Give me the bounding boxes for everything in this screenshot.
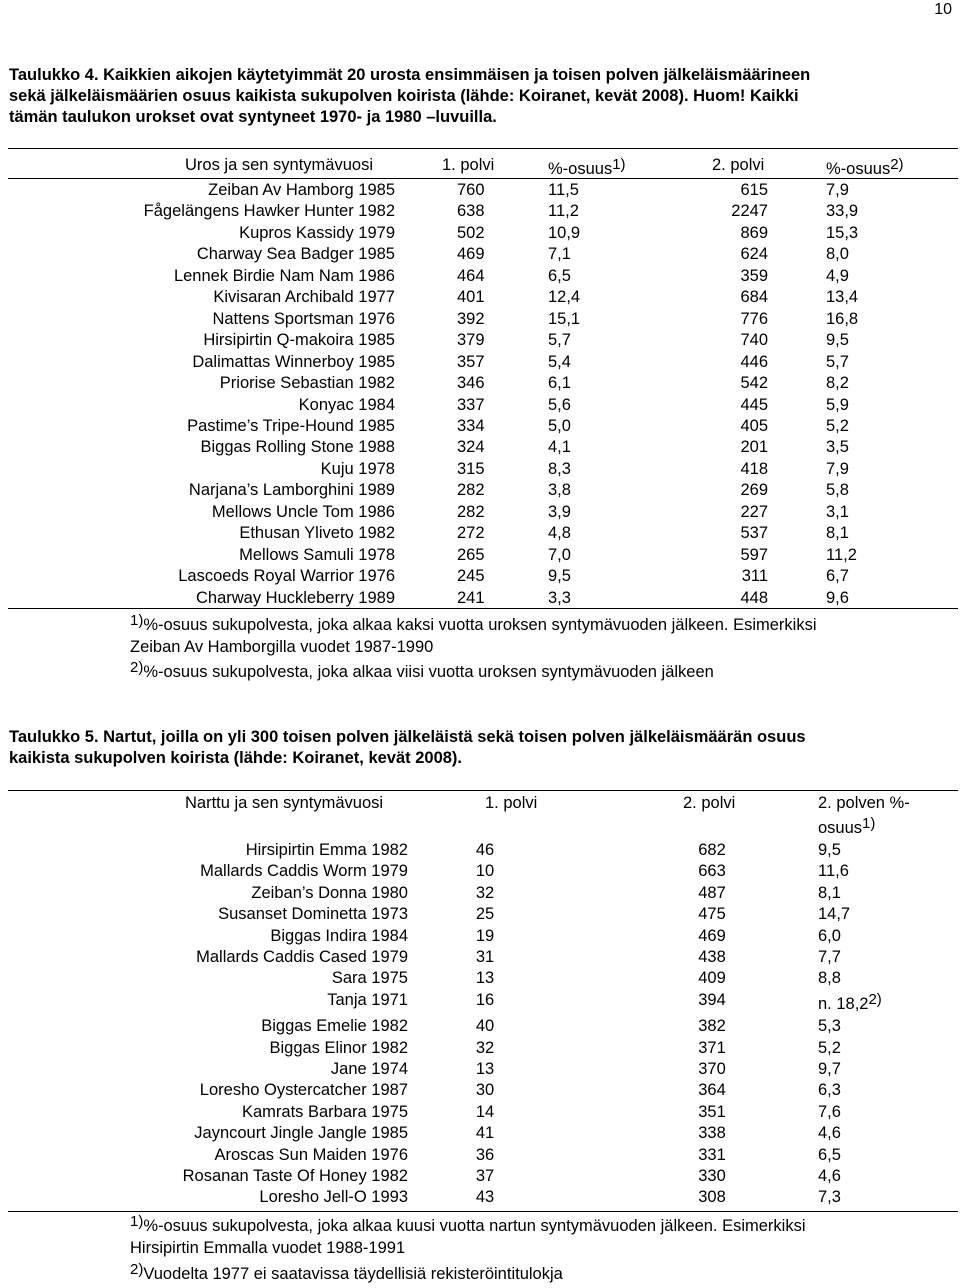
gen1-count: 401 <box>457 288 485 307</box>
female-name: Biggas Elinor 1982 <box>269 1038 408 1057</box>
table5-note1: $^{1)}$%-osuus sukupolvesta, joka alkaa kuusi vuotta nartun syntymävuoden jälkeen. Esimerkiksi <box>130 1213 806 1235</box>
table-row <box>0 287 960 308</box>
gen2-percent-value: 6,5 <box>818 1145 841 1164</box>
table-row <box>0 502 960 523</box>
table-row <box>0 437 960 458</box>
gen2-percent-value: 4,6 <box>818 1124 841 1143</box>
male-name: Narjana’s Lamborghini 1989 <box>188 481 395 500</box>
gen2-percent-value: 5,3 <box>818 1017 841 1036</box>
gen1-count: 40 <box>475 1017 495 1036</box>
female-name: Zeiban’s Donna 1980 <box>251 883 408 902</box>
table-row <box>0 330 960 351</box>
table-row <box>0 1123 960 1144</box>
table4-header-rule <box>8 178 958 179</box>
male-name: Lennek Birdie Nam Nam 1986 <box>173 266 395 285</box>
gen2-count: 409 <box>698 969 726 988</box>
table-row <box>0 566 960 587</box>
table4-header-pct1: %-osuus$^{1)}$ <box>548 156 626 178</box>
table4-header-name: Uros ja sen syntymävuosi <box>185 156 373 174</box>
female-name: Jayncourt Jingle Jangle 1985 <box>194 1124 408 1143</box>
gen2-percent: 3,1 <box>826 502 849 521</box>
table-row <box>0 416 960 437</box>
gen2-count: 2247 <box>731 202 768 221</box>
male-name: Fågelängens Hawker Hunter 1982 <box>143 202 395 221</box>
table-row <box>0 459 960 480</box>
gen2-percent <box>818 968 841 989</box>
gen1-count: 13 <box>475 969 495 988</box>
female-name: Kamrats Barbara 1975 <box>241 1102 408 1121</box>
gen2-percent <box>818 861 849 882</box>
female-name: Aroscas Sun Maiden 1976 <box>214 1145 408 1164</box>
table-row <box>0 883 960 904</box>
gen2-count: 331 <box>698 1145 726 1164</box>
gen2-percent: 5,8 <box>826 481 849 500</box>
table-row <box>0 266 960 287</box>
gen2-percent-value: 6,0 <box>818 926 841 945</box>
table-row <box>0 926 960 947</box>
gen2-percent: 3,5 <box>826 438 849 457</box>
gen1-count: 25 <box>475 905 495 924</box>
gen1-count: 265 <box>457 545 485 564</box>
male-name: Hirsipirtin Q-makoira 1985 <box>203 331 395 350</box>
gen2-percent-value: 4,6 <box>818 1167 841 1185</box>
gen2-count: 537 <box>740 524 768 543</box>
table4-note1-cont: Zeiban Av Hamborgilla vuodet 1987-1990 <box>130 638 434 656</box>
gen2-percent: 8,1 <box>826 524 849 543</box>
male-name: Nattens Sportsman 1976 <box>212 309 395 328</box>
gen2-percent: 8,2 <box>826 374 849 393</box>
table-row <box>0 545 960 566</box>
male-name: Mellows Uncle Tom 1986 <box>211 502 395 521</box>
gen1-percent: 9,5 <box>548 567 571 586</box>
gen1-percent: 6,1 <box>548 374 571 393</box>
gen2-percent: 5,9 <box>826 395 849 414</box>
gen2-percent: 4,9 <box>826 266 849 285</box>
gen2-count: 330 <box>698 1167 726 1185</box>
gen2-percent <box>818 1145 841 1166</box>
gen2-percent <box>818 1016 841 1037</box>
page-number: 10 <box>934 1 952 18</box>
gen2-count: 475 <box>698 905 726 924</box>
table5-header-name: Narttu ja sen syntymävuosi <box>185 794 384 812</box>
table4-top-rule <box>8 148 958 149</box>
gen2-count: 364 <box>698 1081 726 1100</box>
table-row <box>0 1145 960 1166</box>
gen2-percent-value: 7,6 <box>818 1102 841 1121</box>
gen2-count: 394 <box>698 990 726 1009</box>
gen1-count: 502 <box>457 223 485 242</box>
table5-header-gen2: 2. polvi <box>683 794 736 812</box>
table-row <box>0 840 960 861</box>
gen1-count: 31 <box>475 948 495 966</box>
gen2-count: 684 <box>740 288 768 307</box>
gen2-percent <box>818 1123 841 1144</box>
table4-header-gen1: 1. polvi <box>442 156 495 174</box>
gen1-percent: 4,8 <box>548 524 571 543</box>
gen2-percent <box>818 1080 841 1101</box>
table-row <box>0 352 960 373</box>
gen2-count: 624 <box>740 245 768 264</box>
table-row <box>0 523 960 544</box>
gen1-percent: 11,2 <box>548 202 579 221</box>
table5-note1-cont: Hirsipirtin Emmalla vuodet 1988-1991 <box>130 1239 406 1257</box>
gen1-count: 324 <box>457 438 485 457</box>
gen2-count: 446 <box>740 352 768 371</box>
table-row <box>0 480 960 501</box>
table-row <box>0 244 960 265</box>
female-name: Biggas Emelie 1982 <box>261 1017 408 1036</box>
table-row <box>0 904 960 925</box>
gen2-percent-value: 6,3 <box>818 1081 841 1100</box>
male-name: Zeiban Av Hamborg 1985 <box>208 181 395 199</box>
gen2-count: 359 <box>740 266 768 285</box>
male-name: Mellows Samuli 1978 <box>239 545 395 564</box>
table-row <box>0 395 960 416</box>
gen2-percent-value: 11,6 <box>818 862 849 881</box>
gen2-percent <box>818 1038 841 1059</box>
gen2-percent-value: 8,1 <box>818 883 841 902</box>
gen1-count: 282 <box>457 481 485 500</box>
female-name: Susanset Dominetta 1973 <box>218 905 408 924</box>
gen2-percent <box>818 883 841 904</box>
table5-header-gen1: 1. polvi <box>485 794 538 812</box>
table-row <box>0 990 960 1011</box>
gen2-count: 615 <box>740 181 768 199</box>
female-name: Mallards Caddis Cased 1979 <box>196 948 408 966</box>
female-name: Jane 1974 <box>330 1060 408 1078</box>
gen1-percent: 7,0 <box>548 545 571 564</box>
gen1-count: 32 <box>475 1038 495 1057</box>
gen1-count: 36 <box>475 1145 495 1164</box>
gen2-percent: 11,2 <box>826 545 857 564</box>
gen2-percent-value: n. 18,2 <box>818 994 869 1013</box>
gen1-count: 245 <box>457 567 485 586</box>
gen1-percent: 5,4 <box>548 352 571 371</box>
gen1-percent: 5,0 <box>548 416 571 435</box>
gen2-percent <box>818 926 841 947</box>
table-row <box>0 373 960 394</box>
table4-caption <box>9 65 949 128</box>
gen1-count: 46 <box>475 841 495 859</box>
gen2-count: 469 <box>698 926 726 945</box>
table-row <box>0 1166 960 1187</box>
gen2-count: 682 <box>698 841 726 859</box>
table5-header-pct: 2. polven %- <box>818 794 910 812</box>
table-row <box>0 309 960 330</box>
gen2-count: 448 <box>740 588 768 607</box>
male-name: Charway Sea Badger 1985 <box>196 245 395 264</box>
gen2-count: 227 <box>740 502 768 521</box>
female-name: Hirsipirtin Emma 1982 <box>245 841 408 859</box>
male-name: Konyac 1984 <box>298 395 395 414</box>
gen1-count: 30 <box>475 1081 495 1100</box>
male-name: Charway Huckleberry 1989 <box>195 588 395 607</box>
gen1-count: 346 <box>457 374 485 393</box>
female-name: Biggas Indira 1984 <box>270 926 408 945</box>
table-row <box>0 1038 960 1059</box>
table-row <box>0 201 960 222</box>
table-row <box>0 1080 960 1101</box>
gen1-count: 241 <box>457 588 485 607</box>
table4-header-row <box>0 155 960 176</box>
gen1-count: 41 <box>475 1124 495 1143</box>
female-name: Loresho Jell-O 1993 <box>259 1188 408 1207</box>
gen1-percent: 3,8 <box>548 481 571 500</box>
gen2-percent <box>818 840 841 861</box>
gen2-percent: 7,9 <box>826 181 849 199</box>
table4-header-gen2: 2. polvi <box>712 156 765 174</box>
gen1-count: 392 <box>457 309 485 328</box>
gen2-percent <box>818 990 882 1015</box>
gen1-count: 37 <box>475 1167 495 1185</box>
gen2-percent-value: 5,2 <box>818 1038 841 1057</box>
gen2-percent: 13,4 <box>826 288 859 307</box>
table4-bottom-rule <box>8 608 958 609</box>
gen2-count: 438 <box>698 948 726 966</box>
gen2-percent: 5,2 <box>826 416 849 435</box>
gen2-percent: 6,7 <box>826 567 849 586</box>
gen2-count: 351 <box>698 1102 726 1121</box>
gen2-percent <box>818 947 841 968</box>
male-name: Dalimattas Winnerboy 1985 <box>192 352 395 371</box>
male-name: Biggas Rolling Stone 1988 <box>200 438 395 457</box>
gen1-count: 19 <box>475 926 495 945</box>
table-row <box>0 1016 960 1037</box>
gen2-count: 338 <box>698 1124 726 1143</box>
gen1-percent: 15,1 <box>548 309 581 328</box>
gen1-percent: 3,3 <box>548 588 571 607</box>
table5-caption-line1: Taulukko 5. Nartut, joilla on yli 300 toisen polven jälkeläistä sekä toisen polven jälkeläismäärän osuus <box>9 728 806 746</box>
gen2-count: 740 <box>740 331 768 350</box>
gen2-count: 418 <box>740 459 768 478</box>
table-row <box>0 947 960 968</box>
gen1-count: 14 <box>475 1102 495 1121</box>
table-row <box>0 968 960 989</box>
gen1-count: 16 <box>475 990 495 1009</box>
gen2-count: 269 <box>740 481 768 500</box>
male-name: Lascoeds Royal Warrior 1976 <box>178 567 395 586</box>
gen2-count: 405 <box>740 416 768 435</box>
table4-caption-line3: tämän taulukon urokset ovat syntyneet 1970- ja 1980 –luvuilla. <box>9 108 497 126</box>
gen2-percent-value: 9,5 <box>818 841 841 859</box>
gen1-percent: 12,4 <box>548 288 581 307</box>
male-name: Priorise Sebastian 1982 <box>219 374 395 393</box>
gen2-percent: 7,9 <box>826 459 849 478</box>
table5-note2: $^{2)}$Vuodelta 1977 ei saatavissa täydellisiä rekisteröintitulokja <box>130 1261 563 1283</box>
gen1-count: 379 <box>457 331 485 350</box>
male-name: Kivisaran Archibald 1977 <box>213 288 395 307</box>
gen1-percent: 7,1 <box>548 245 571 264</box>
gen2-count: 311 <box>741 567 768 586</box>
table5-header-pct-cont: osuus$^{1)}$ <box>818 815 876 837</box>
table-row <box>0 223 960 244</box>
gen1-percent: 8,3 <box>548 459 571 478</box>
gen2-count: 663 <box>698 862 726 881</box>
table4-caption-line1: Taulukko 4. Kaikkien aikojen käytetyimmät 20 urosta ensimmäisen ja toisen polven jälkeläismäärineen <box>9 66 811 84</box>
table5-bottom-rule <box>8 1211 958 1212</box>
gen2-percent: 5,7 <box>826 352 849 371</box>
gen2-count: 308 <box>698 1188 726 1207</box>
gen2-percent <box>818 1059 841 1080</box>
gen1-count: 464 <box>457 266 485 285</box>
gen1-count: 32 <box>475 883 495 902</box>
table4-note1: $^{1)}$%-osuus sukupolvesta, joka alkaa kaksi vuotta uroksen syntymävuoden jälkeen. Esimerkiksi <box>130 612 817 634</box>
female-name: Tanja 1971 <box>327 990 408 1009</box>
gen1-percent: 4,1 <box>548 438 571 457</box>
table4-header-pct2: %-osuus$^{2)}$ <box>826 156 904 178</box>
female-name: Loresho Oystercatcher 1987 <box>199 1081 408 1100</box>
gen1-count: 315 <box>457 459 485 478</box>
gen1-count: 13 <box>475 1060 495 1078</box>
table-row <box>0 180 960 201</box>
gen2-percent-value: 14,7 <box>818 905 851 924</box>
gen2-count: 382 <box>698 1017 726 1036</box>
gen1-count: 282 <box>457 502 485 521</box>
table5-caption <box>9 727 949 769</box>
gen2-percent <box>818 1187 841 1208</box>
gen2-percent-value: 7,3 <box>818 1188 841 1207</box>
table5-header-row <box>0 793 960 814</box>
table-row <box>0 588 960 609</box>
gen1-count: 334 <box>457 416 485 435</box>
gen1-count: 337 <box>457 395 485 414</box>
gen1-count: 469 <box>457 245 485 264</box>
table4-caption-line2: sekä jälkeläismäärien osuus kaikista sukupolven koirista (lähde: Koiranet, kevät 2008). Huom! Kaikki <box>9 87 799 105</box>
gen2-percent <box>818 904 850 925</box>
male-name: Kupros Kassidy 1979 <box>239 223 395 242</box>
gen2-count: 542 <box>740 374 768 393</box>
gen2-count: 597 <box>740 545 768 564</box>
gen1-count: 357 <box>457 352 485 371</box>
table-row <box>0 1059 960 1080</box>
gen2-count: 869 <box>740 223 768 242</box>
gen2-percent: 15,3 <box>826 223 859 242</box>
gen2-percent-value: 7,7 <box>818 948 841 966</box>
gen1-percent: 3,9 <box>548 502 571 521</box>
gen2-percent-value: 8,8 <box>818 969 841 988</box>
gen2-count: 370 <box>698 1060 726 1078</box>
female-name: Mallards Caddis Worm 1979 <box>200 862 408 881</box>
table5-top-rule <box>8 790 958 791</box>
gen2-percent: 16,8 <box>826 309 859 328</box>
table4-note2: $^{2)}$%-osuus sukupolvesta, joka alkaa viisi vuotta uroksen syntymävuoden jälkeen <box>130 659 714 681</box>
footnote-marker: 2) <box>868 990 882 1008</box>
gen2-percent-value: 9,7 <box>818 1060 841 1078</box>
gen1-count: 760 <box>457 181 485 199</box>
table-row <box>0 861 960 882</box>
gen2-percent: 9,5 <box>826 331 849 350</box>
gen2-count: 371 <box>698 1038 726 1057</box>
table-row <box>0 1187 960 1208</box>
gen1-percent: 10,9 <box>548 223 581 242</box>
gen1-percent: 11,5 <box>548 181 579 199</box>
gen2-count: 776 <box>740 309 768 328</box>
gen1-percent: 6,5 <box>548 266 571 285</box>
gen1-percent: 5,7 <box>548 331 571 350</box>
female-name: Sara 1975 <box>331 969 408 988</box>
gen2-percent <box>818 1166 841 1187</box>
gen2-count: 445 <box>740 395 768 414</box>
female-name: Rosanan Taste Of Honey 1982 <box>182 1167 408 1185</box>
male-name: Pastime’s Tripe-Hound 1985 <box>187 416 395 435</box>
gen2-percent: 8,0 <box>826 245 849 264</box>
male-name: Ethusan Yliveto 1982 <box>239 524 395 543</box>
gen1-count: 43 <box>475 1188 495 1207</box>
male-name: Kuju 1978 <box>320 459 395 478</box>
gen1-count: 272 <box>457 524 485 543</box>
gen2-percent <box>818 1102 841 1123</box>
gen2-count: 201 <box>740 438 768 457</box>
gen1-count: 638 <box>457 202 485 221</box>
gen2-percent: 9,6 <box>826 588 849 607</box>
table-row <box>0 1102 960 1123</box>
table5-caption-line2: kaikista sukupolven koirista (lähde: Koiranet, kevät 2008). <box>9 749 463 767</box>
gen1-percent: 5,6 <box>548 395 571 414</box>
gen2-count: 487 <box>698 883 726 902</box>
gen2-percent: 33,9 <box>826 202 859 221</box>
gen1-count: 10 <box>475 862 495 881</box>
